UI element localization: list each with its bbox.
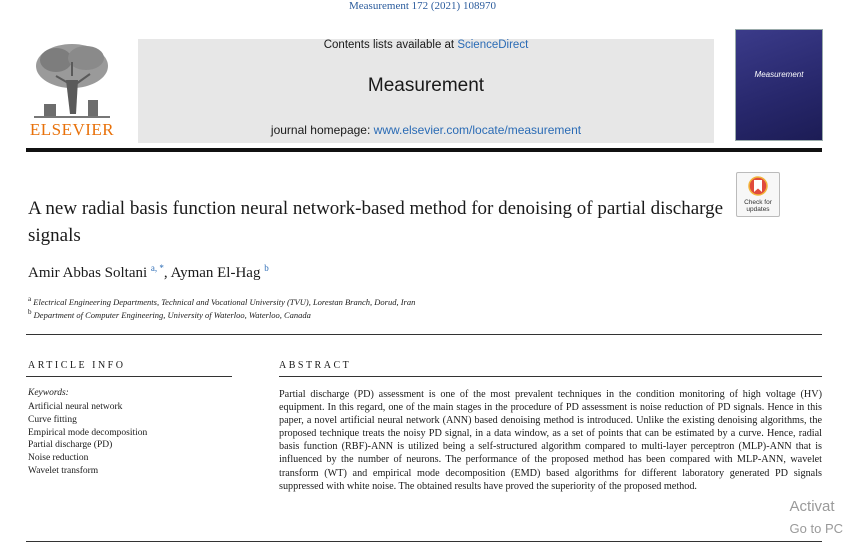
check-for-updates-button[interactable] bbox=[736, 172, 780, 217]
journal-header-band bbox=[138, 39, 714, 143]
keyword-item: Wavelet transform bbox=[28, 465, 99, 476]
contents-prefix: Contents lists available at bbox=[323, 39, 458, 51]
elsevier-tree-icon bbox=[26, 40, 118, 120]
watermark-line-2: Go to PC bbox=[789, 521, 843, 536]
keyword-item: Curve fitting bbox=[28, 414, 77, 425]
article-title: A new radial basis function neural network-based method for denoising of partial discharge signals bbox=[28, 198, 724, 246]
affiliation-marker: a bbox=[28, 295, 32, 303]
keyword-item: Artificial neural network bbox=[28, 402, 123, 412]
abstract-text: Partial discharge (PD) assessment is one of the most prevalent techniques in the condition monitoring of high voltage (HV) equipment. In this regard, one of the main stages in the procedure of PD assessment is noise reduction of PD signals. Hence in this paper, a novel artificial neural network (ANN) based denoising method is introduced. Unlike the existing denoising algorithms, the proposed technique treats the noisy PD signal, in a data window, as a set of points that can be estimated by a curve. Hence, radial basis function (RBF)-ANN is utilized being a self-structured algorithm compared to multi-layer perceptron (MLP)-ANN that is influenced by the number of neurons. The performance of the proposed method has been compared with MLP-ANN, wavelet transform (WT) and empirical mode decomposition (EMD) based algorithms for different laboratory generated PD signals suppressed with white noise. The obtained results have proved the superiority of the proposed method. bbox=[279, 389, 822, 492]
sciencedirect-link[interactable]: ScienceDirect bbox=[457, 39, 529, 51]
elsevier-wordmark: ELSEVIER bbox=[29, 120, 115, 139]
elsevier-logo[interactable] bbox=[26, 40, 118, 146]
check-updates-label: Check for updates bbox=[744, 199, 772, 213]
affiliation-text: Department of Computer Engineering, University of Waterloo, Waterloo, Canada bbox=[33, 309, 311, 320]
journal-cover-thumbnail[interactable] bbox=[735, 29, 823, 141]
homepage-link[interactable]: www.elsevier.com/locate/measurement bbox=[373, 123, 582, 137]
keywords-label: Keywords: bbox=[28, 388, 69, 398]
affiliation-text: Electrical Engineering Departments, Technical and Vocational University (TVU), Lorestan Branch, Dorud, Iran bbox=[33, 296, 416, 307]
author-affiliation-marker[interactable]: b bbox=[264, 263, 269, 273]
section-divider bbox=[26, 334, 822, 335]
author-name[interactable]: Ayman El-Hag bbox=[170, 265, 261, 281]
bookmark-icon bbox=[748, 176, 768, 198]
article-info-rule bbox=[26, 376, 232, 377]
affiliation bbox=[28, 295, 415, 307]
author-list: Amir Abbas Soltani $^{a, *}$, Ayman El-Hag $^b$ bbox=[28, 263, 269, 281]
abstract-heading: ABSTRACT bbox=[279, 360, 352, 371]
keyword-item: Empirical mode decomposition bbox=[28, 427, 148, 438]
activation-watermark bbox=[790, 498, 843, 536]
cover-title: Measurement bbox=[754, 70, 804, 79]
abstract-rule bbox=[279, 376, 822, 377]
affiliation-marker: b bbox=[28, 308, 32, 316]
journal-name: Measurement bbox=[367, 75, 485, 96]
article-info-heading: ARTICLE INFO bbox=[28, 360, 126, 371]
keyword-item: Noise reduction bbox=[28, 453, 89, 464]
author-name[interactable]: Amir Abbas Soltani bbox=[28, 265, 148, 281]
homepage-prefix: journal homepage: bbox=[270, 123, 374, 137]
journal-citation[interactable]: Measurement 172 (2021) 108970 bbox=[349, 0, 496, 12]
keyword-list bbox=[28, 401, 147, 478]
homepage-line bbox=[138, 123, 714, 137]
watermark-line-1: Activat bbox=[789, 498, 835, 515]
abstract-bottom-rule bbox=[26, 541, 822, 542]
contents-line bbox=[138, 39, 714, 51]
affiliation bbox=[28, 308, 311, 320]
author-affiliation-marker[interactable]: a, * bbox=[150, 263, 164, 273]
keyword-item: Partial discharge (PD) bbox=[28, 440, 113, 451]
header-divider bbox=[26, 148, 822, 152]
